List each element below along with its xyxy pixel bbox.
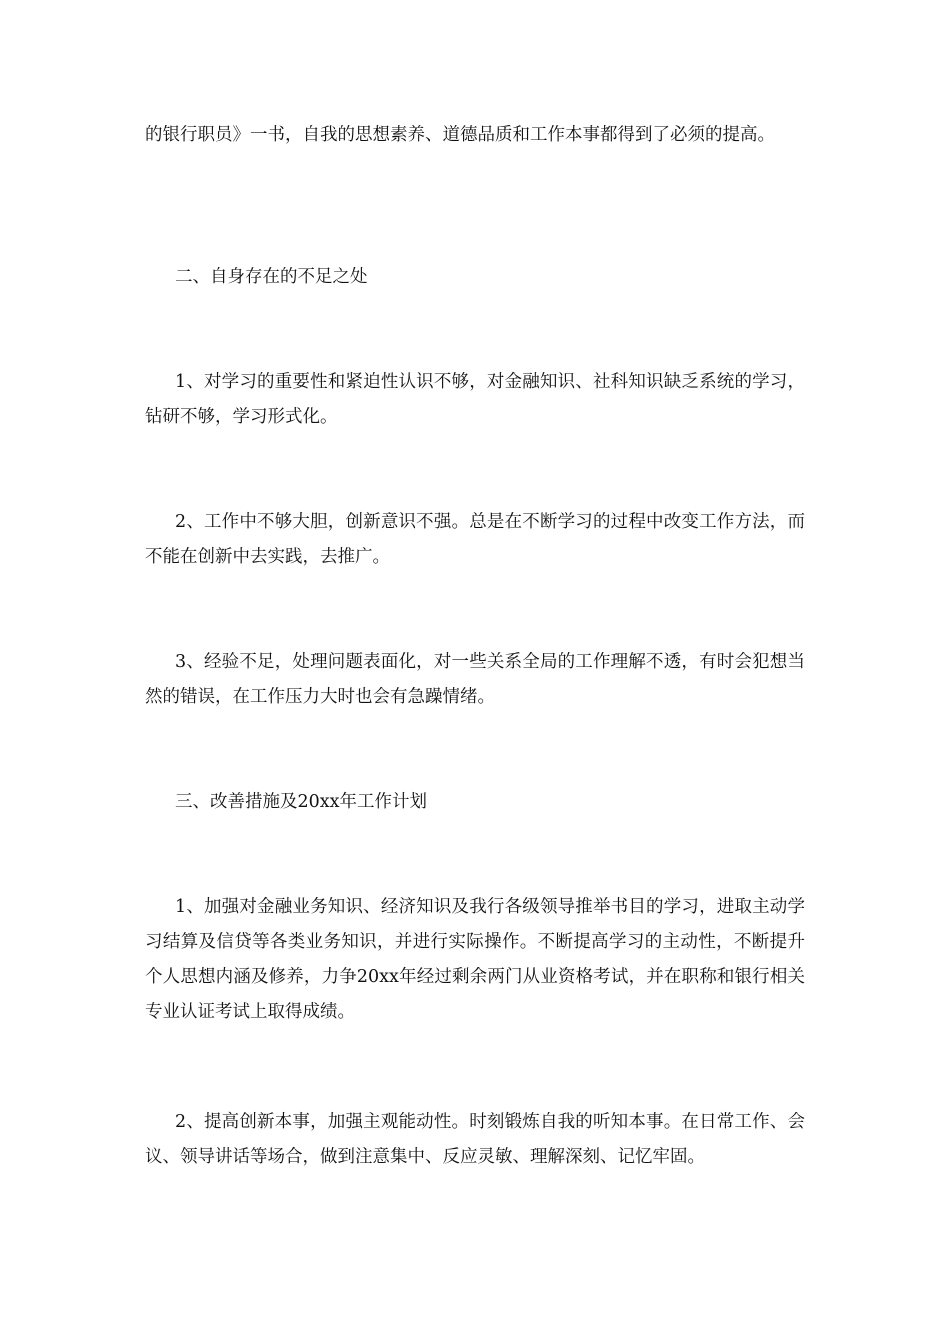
paragraph-shortcoming-3: 3、经验不足，处理问题表面化，对一些关系全局的工作理解不透，有时会犯想当然的错误，在工作压力大时也会有急躁情绪。 (145, 652, 805, 707)
paragraph-continuation: 的银行职员》一书，自我的思想素养、道德品质和工作本事都得到了必须的提高。 (145, 125, 775, 145)
section-heading-shortcomings: 二、自身存在的不足之处 (175, 267, 368, 287)
paragraph-shortcoming-1: 1、对学习的重要性和紧迫性认识不够，对金融知识、社科知识缺乏系统的学习，钻研不够，学习形式化。 (145, 372, 805, 427)
paragraph-shortcoming-2: 2、工作中不够大胆，创新意识不强。总是在不断学习的过程中改变工作方法，而不能在创新中去实践，去推广。 (145, 512, 805, 567)
paragraph-plan-2: 2、提高创新本事，加强主观能动性。时刻锻炼自我的听知本事。在日常工作、会议、领导讲话等场合，做到注意集中、反应灵敏、理解深刻、记忆牢固。 (145, 1112, 805, 1167)
paragraph-plan-1: 1、加强对金融业务知识、经济知识及我行各级领导推举书目的学习，进取主动学习结算及信贷等各类业务知识，并进行实际操作。不断提高学习的主动性，不断提升个人思想内涵及修养，力争20xx年经过剩余两门从业资格考试，并在职称和银行相关专业认证考试上取得成绩。 (145, 897, 805, 1022)
section-heading-improvement-plan: 三、改善措施及20xx年工作计划 (175, 792, 428, 812)
